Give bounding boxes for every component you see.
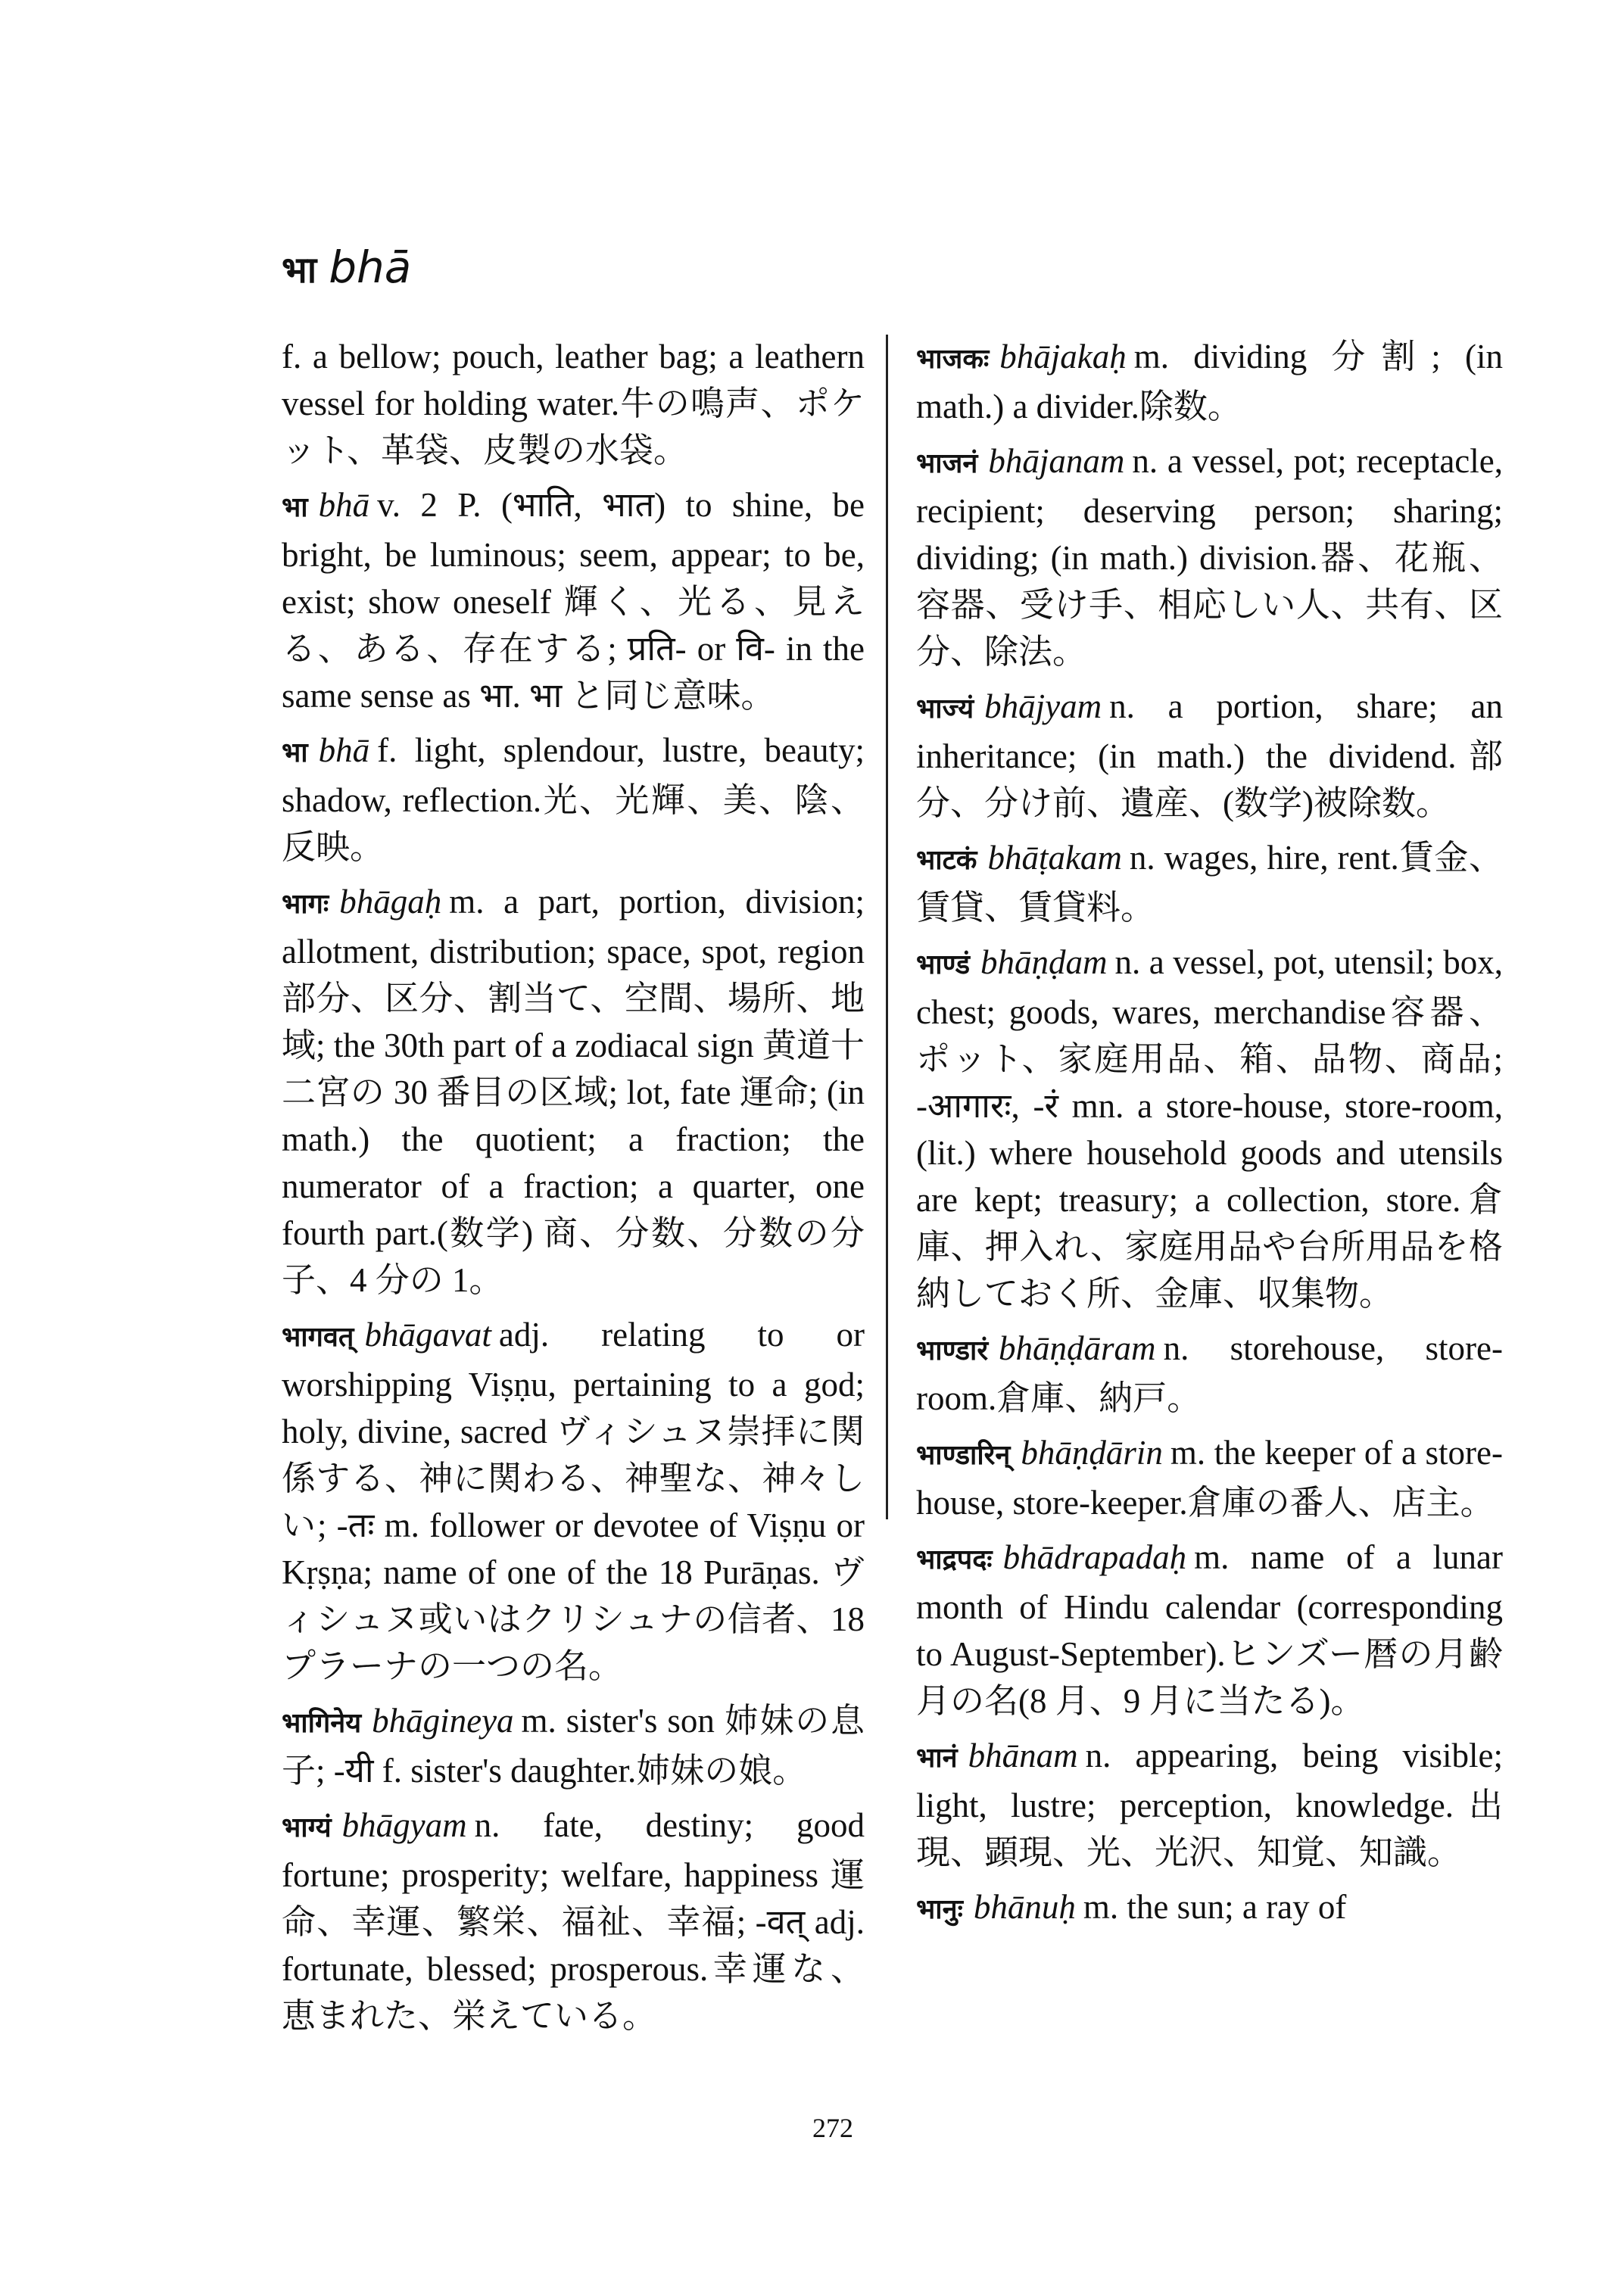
entry-1 [916,438,1503,675]
headword-devanagari: भा [282,492,308,523]
entry-2 [282,727,865,871]
entry-text: n. wages, hire, rent.賃金、賃貸、賃貸料。 [916,839,1503,927]
headword-roman: bhāṭakam [987,839,1122,877]
headword-roman: bhāṇḍāram [999,1329,1156,1367]
headword-roman: bhā [318,486,370,524]
headword-roman: bhādrapadaḥ [1002,1538,1187,1576]
headword-devanagari: भागवत् [282,1322,354,1353]
entry-4 [282,1311,865,1690]
headword-devanagari: भाटकं [916,845,977,876]
entry-7 [916,1534,1503,1724]
headword-devanagari: भानं [916,1743,958,1774]
headword-devanagari: भाण्डारं [916,1335,989,1366]
page-header [282,241,411,297]
headword-roman: bhājakaḥ [999,338,1127,375]
right-column [916,333,1503,1941]
headword-roman: bhāgyam [341,1806,467,1844]
entry-text: m. name of a lunar month of Hindu calendar (corresponding to August-September).ヒンズー暦の月齢月の名(8 月、9 月に当たる)。 [916,1538,1503,1720]
headword-roman: bhāṇḍam [980,943,1108,981]
entry-0 [916,333,1503,430]
headword-devanagari: भागः [282,889,329,920]
headword-roman: bhājyam [984,687,1102,725]
entry-text: m. the sun; a ray of [1083,1888,1347,1926]
entry-6 [916,1429,1503,1526]
headword-devanagari: भागिनेय [282,1708,362,1739]
entry-text: n. storehouse, store-room.倉庫、納戸。 [916,1329,1503,1417]
entry-text: adj. relating to or worshipping Viṣṇu, pertaining to a god; holy, divine, sacred ヴィシュヌ崇拝に関係する、神に関わる、神聖な、神々しい; -तः m. follower or devotee of Viṣṇu or Kṛṣṇa; name of one of the 18 Purāṇas. ヴィシュヌ或いはクリシュナの信者、18 プラーナの一つの名。 [282,1316,865,1685]
entry-text: n. a vessel, pot; receptacle, recipient; deserving person; sharing; dividing; (in math.) division.器、花瓶、容器、受け手、相応しい人、共有、区分、除法。 [916,442,1503,671]
headword-roman: bhāgineya [372,1702,514,1740]
headword-devanagari: भाद्रपदः [916,1544,993,1575]
entry-text: f. light, splendour, lustre, beauty; shadow, reflection.光、光輝、美、陰、反映。 [282,731,865,866]
entry-text: n. appearing, being visible; light, lustre; perception, knowledge.出現、顕現、光、光沢、知覚、知識。 [916,1737,1503,1871]
headword-devanagari: भाज्यं [916,693,974,724]
left-column [282,333,865,2047]
entry-3 [282,878,865,1304]
entry-9 [916,1883,1503,1933]
headword-devanagari: भाण्डारिन् [916,1440,1011,1471]
headword-roman: bhāgaḥ [339,883,442,921]
entry-text: m. the keeper of a store-house, store-keeper.倉庫の番人、店主。 [916,1434,1503,1522]
headword-roman: bhājanam [988,442,1125,480]
entry-4 [916,939,1503,1317]
headword-roman: bhānam [968,1737,1078,1774]
headword-roman: bhānuḥ [973,1888,1076,1926]
entry-text: m. dividing 分割; (in math.) a divider.除数。 [916,338,1503,425]
headword-devanagari: भाण्डं [916,949,970,980]
headword-roman: bhāṇḍārin [1021,1434,1163,1472]
header-romanized: bhā [329,241,412,293]
headword-devanagari: भाजनं [916,448,978,479]
header-devanagari: भा [282,249,317,291]
headword-roman: bhāgavat [364,1316,491,1354]
entry-2 [916,683,1503,827]
entry-text: n. a portion, share; an inheritance; (in math.) the dividend.部分、分け前、遺産、(数学)被除数。 [916,687,1503,822]
entry-6 [282,1802,865,2039]
headword-roman: bhā [318,731,370,769]
entry-5 [916,1325,1503,1422]
headword-devanagari: भा [282,737,308,768]
entry-0 [282,333,865,474]
headword-devanagari: भाग्यं [282,1812,332,1843]
entry-text: v. 2 P. (भाति, भात) to shine, be bright, be luminous; seem, appear; to be, exist; show oneself 輝く、光る、見える、ある、存在する; प्रति- or वि- in the same sense as भा. भा と同じ意味。 [282,486,865,715]
entry-text: m. a part, portion, division; allotment, distribution; space, spot, region 部分、区分、割当て、空間、場所、地域; the 30th part of a zodiacal sign 黄道十二宮の 30 番目の区域; lot, fate 運命; (in math.) the quotient; a fraction; the numerator of a fraction; a quarter, one fourth part.(数学) 商、分数、分数の分子、4 分の 1。 [282,883,865,1299]
entry-8 [916,1732,1503,1876]
column-divider [886,335,888,1519]
entry-1 [282,481,865,719]
page-number: 272 [812,2113,853,2143]
headword-devanagari: भानुः [916,1894,963,1925]
entry-text: n. a vessel, pot, utensil; box, chest; goods, wares, merchandise容器、ポット、家庭用品、箱、品物、商品; -आगारः, -रं mn. a store-house, store-room, (lit.) where household goods and utensils are kept; treasury; a collection, store.倉庫、押入れ、家庭用品や台所用品を格納しておく所、金庫、収集物。 [916,943,1503,1313]
entry-text: n. fate, destiny; good fortune; prosperity; welfare, happiness 運命、幸運、繁栄、福祉、幸福; -वत् adj. fortunate, blessed; prosperous.幸運な、恵まれた、栄えている。 [282,1806,865,2035]
headword-devanagari: भाजकः [916,344,990,375]
entry-3 [916,834,1503,931]
entry-text: m. sister's son 姉妹の息子; -यी f. sister's daughter.姉妹の娘。 [282,1702,865,1790]
entry-text: f. a bellow; pouch, leather bag; a leathern vessel for holding water.牛の鳴声、ポケット、革袋、皮製の水袋。 [282,338,865,469]
entry-5 [282,1697,865,1794]
